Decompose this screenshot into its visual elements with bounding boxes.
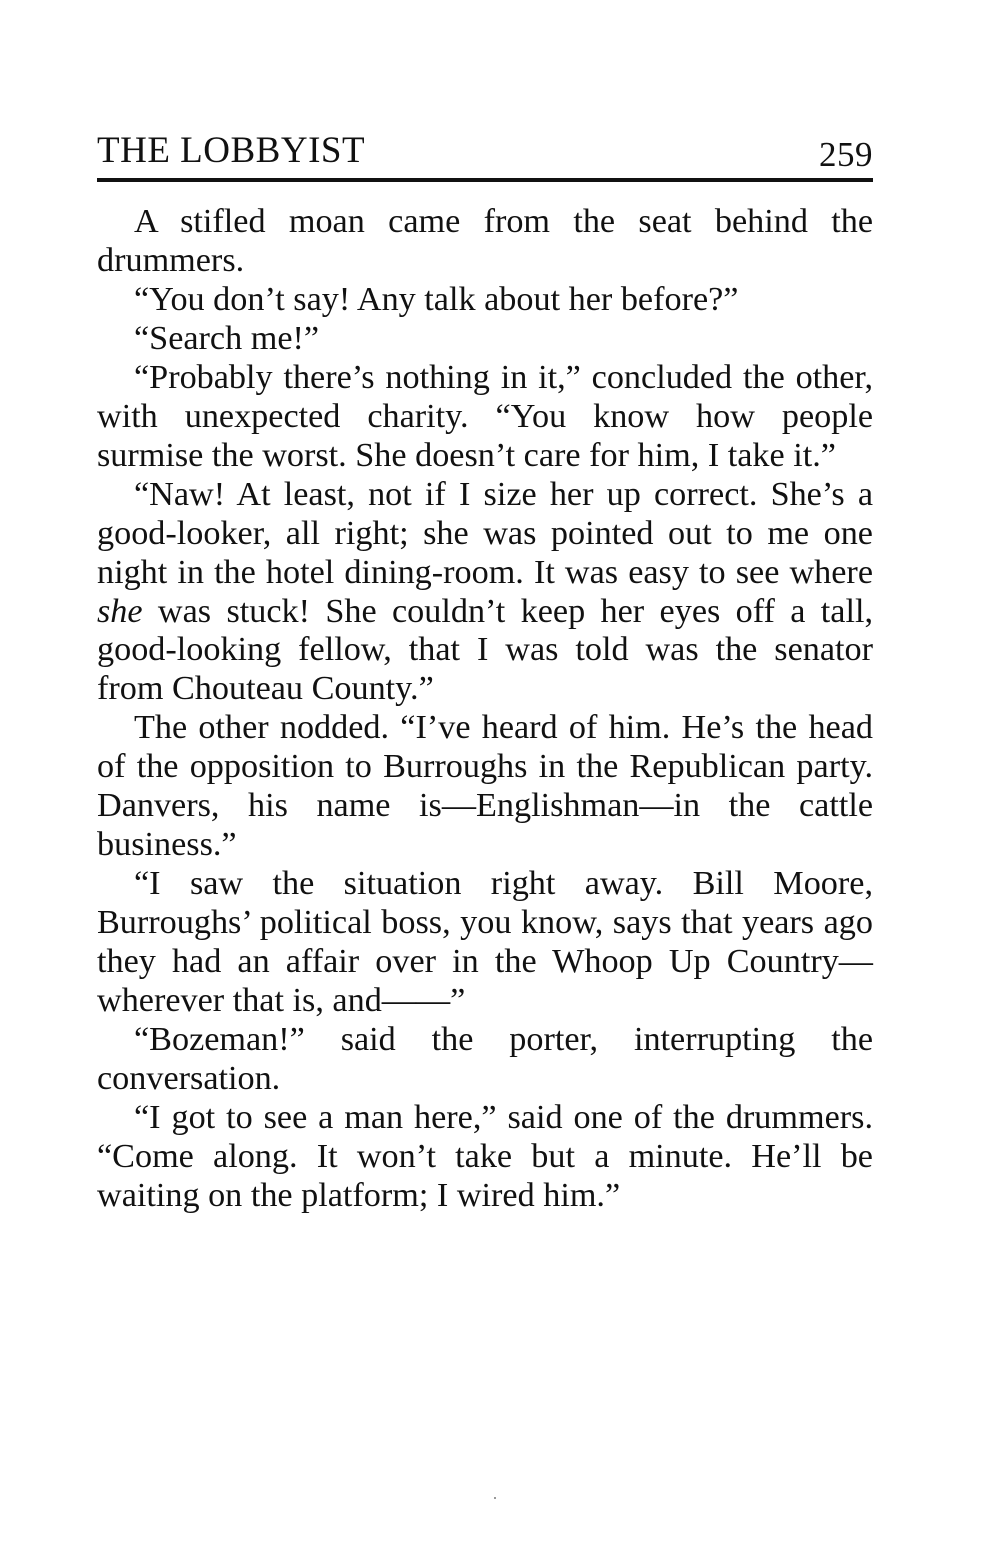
book-page (97, 128, 873, 1216)
paragraph-text: “I saw the situation right away. Bill Moore, Burroughs’ political boss, you know, says that years ago they had an affair over in the Whoop Up Country—wherever that is, and——” (97, 865, 873, 1020)
italic-emphasis: she (97, 592, 143, 630)
paragraph-text: “I got to see a man here,” said one of the drummers. “Come along. It won’t take but a minute. He’ll be waiting on the platform; I wired him.” (97, 1098, 873, 1214)
paragraph-5 (97, 476, 873, 710)
header-rule (97, 178, 873, 182)
paragraph-2 (97, 281, 873, 320)
running-title: THE LOBBYIST (97, 130, 366, 171)
scan-speck (494, 1497, 496, 1499)
page-number: 259 (819, 135, 873, 174)
body-text (97, 203, 873, 1216)
paragraph-text: “Naw! At least, not if I size her up correct. She’s a good-looker, all right; she was pointed out to me one night in the hotel dining-room. It was easy to see where (97, 475, 873, 591)
paragraph-4 (97, 359, 873, 476)
running-head (97, 128, 873, 174)
paragraph-text: “Search me!” (134, 319, 320, 357)
paragraph-text: “Bozeman!” said the porter, interrupting the conversation. (97, 1021, 873, 1097)
paragraph-1 (97, 203, 873, 281)
paragraph-3 (97, 320, 873, 359)
paragraph-text: “Probably there’s nothing in it,” concluded the other, with unexpected charity. “You know how people surmise the worst. She doesn’t care for him, I take it.” (97, 358, 873, 474)
paragraph-text: “You don’t say! Any talk about her before?” (134, 280, 739, 318)
paragraph-6 (97, 709, 873, 865)
paragraph-text: The other nodded. “I’ve heard of him. He’s the head of the opposition to Burroughs in the Republican party. Danvers, his name is—Englishman—in the cattle business.” (97, 709, 873, 864)
paragraph-text: A stifled moan came from the seat behind the drummers. (97, 203, 873, 279)
paragraph-text: was stuck! She couldn’t keep her eyes off a tall, good-looking fellow, that I was told was the senator from Chouteau County.” (97, 592, 873, 708)
paragraph-7 (97, 865, 873, 1021)
paragraph-8 (97, 1021, 873, 1099)
paragraph-9 (97, 1099, 873, 1216)
